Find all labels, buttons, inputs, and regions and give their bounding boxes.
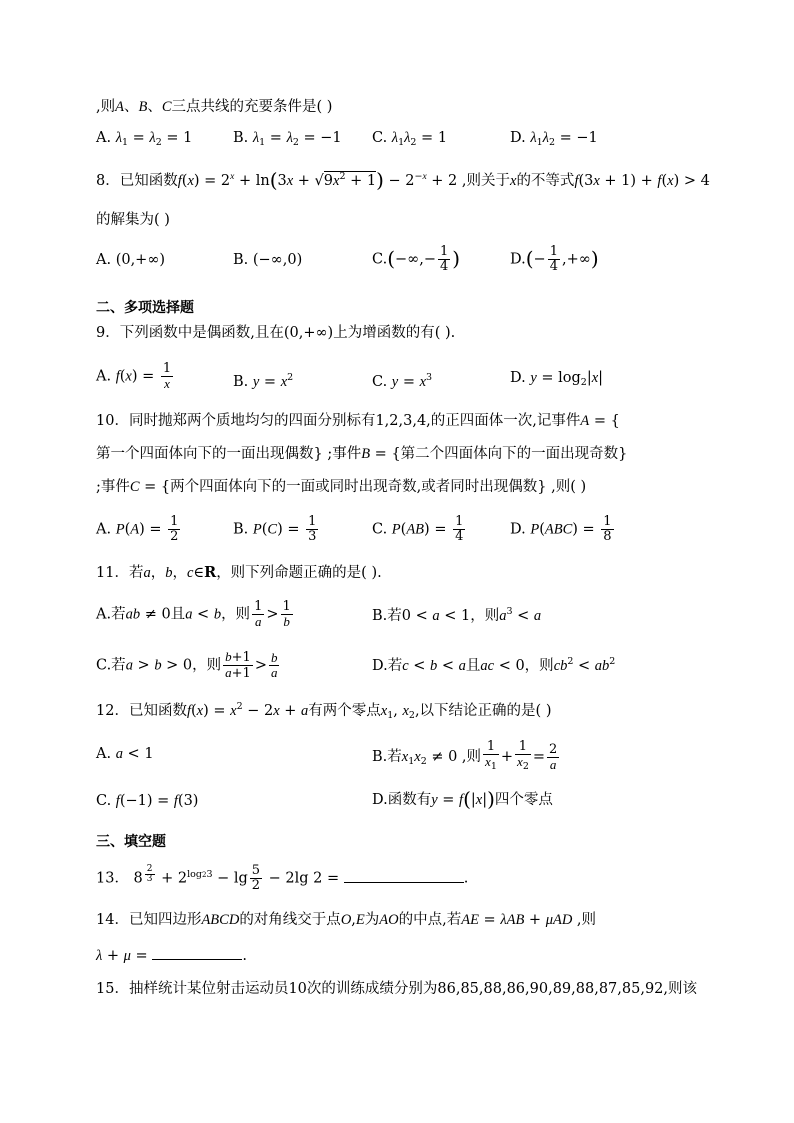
q12-option-c: C. f(−1) = f(3) xyxy=(96,793,199,809)
q7-option-d: D. $\lambda_1\lambda_2 = -1$ xyxy=(510,130,598,148)
section-2-title: 二、多项选择题 xyxy=(96,300,194,316)
q7-stem: ,则A、B、C三点共线的充要条件是( ) xyxy=(96,99,333,115)
q13-stem: 13． 8 $^{\frac{2}{3}}$ + $2^{log23} - \lg$ $\frac{5}{2}$ − 2lg 2 = . xyxy=(96,863,469,893)
q10-option-c: C. P(AB) = $\frac{1}{4}$ xyxy=(372,514,464,544)
q7-option-b: B. $\lambda_1 = \lambda_2 = -1$ xyxy=(233,130,342,148)
q9-option-a: A. f(x) = $\frac{1}{x}$ xyxy=(96,361,172,391)
q14-stem-line1: 14．已知四边形ABCD的对角线交于点O,E为AO的中点,若AE = λAB + μAD ,则 xyxy=(96,912,597,928)
q9-stem: 9．下列函数中是偶函数,且在(0,+∞)上为增函数的有( ). xyxy=(96,325,456,341)
q11-option-d: D.若c < b < a且ac < 0，则$cb^2 < ab^2$ xyxy=(372,656,616,674)
q10-option-a: A. P(A) = $\frac{1}{2}$ xyxy=(96,514,179,544)
q11-option-b: B.若0 < a < 1，则$a^3 < a$ xyxy=(372,606,542,624)
q11-option-c: C.若a > b > 0，则 $\frac{b+1}{a+1}$ > $\frac{b}{a}$ xyxy=(96,649,278,681)
q10-stem-line3: ;事件C = {两个四面体向下的一面或同时出现奇数,或者同时出现偶数} ,则( ) xyxy=(96,479,587,495)
q9-option-d: D. $y = \log_2|x|$ xyxy=(510,370,604,388)
q8-option-b: B. (−∞,0) xyxy=(233,252,303,268)
q10-stem-line1: 10．同时抛郑两个质地均匀的四面分别标有1,2,3,4,的正四面体一次,记事件A = { xyxy=(96,413,620,429)
section-3-title: 三、填空题 xyxy=(96,834,166,850)
q8-option-c: C.(−∞,− $\frac{1}{4}$ ) xyxy=(372,244,461,274)
q8-option-a: A. (0,+∞) xyxy=(96,252,166,268)
q10-option-b: B. P(C) = $\frac{1}{3}$ xyxy=(233,514,317,544)
q15-stem: 15．抽样统计某位射击运动员10次的训练成绩分别为86,85,88,86,90,89,88,87,85,92,则该 xyxy=(96,981,697,997)
q9-option-b: B. $y = x^2$ xyxy=(233,372,294,390)
q11-option-a: A.若ab ≠ 0且a < b，则 $\frac{1}{a}$ > $\frac{1}{b}$ xyxy=(96,599,291,629)
q9-option-c: C. $y = x^3$ xyxy=(372,372,433,390)
q8-stem-line2: 的解集为( ) xyxy=(96,212,170,228)
q7-option-a: A. $\lambda_1 = \lambda_2 = 1$ xyxy=(96,130,193,148)
q8-stem-line1: 8．已知函数$f(x) = 2^x + \ln(3x + √9x^2 + 1) - 2^{-x} + 2$ ,则关于x的不等式f(3x + 1) + f(x) > 4 xyxy=(96,168,710,192)
q11-stem: 11．若a，b，c∈R，则下列命题正确的是( ). xyxy=(96,564,382,581)
q12-stem: 12．已知函数$f(x) = x^2 - 2x + a$有两个零点$x_1$, $x_2$,以下结论正确的是( ) xyxy=(96,701,552,721)
q12-option-d: D.函数有y = f(|x|)四个零点 xyxy=(372,787,553,811)
q7-option-c: C. $\lambda_1\lambda_2 = 1$ xyxy=(372,130,448,148)
q10-option-d: D. P(ABC) = $\frac{1}{8}$ xyxy=(510,514,612,544)
q10-stem-line2: 第一个四面体向下的一面出现偶数} ;事件B = {第二个四面体向下的一面出现奇数} xyxy=(96,446,628,462)
q8-option-d: D.(− $\frac{1}{4}$ ,+∞) xyxy=(510,244,599,274)
q14-stem-line2: λ + μ = . xyxy=(96,945,247,966)
q12-option-b: B.若$x_1x_2 \ne 0$ ,则 $\frac{1}{x_1}$ + $\frac{1}{x_2}$ = $\frac{2}{a}$ xyxy=(372,739,558,772)
q12-option-a: A. a < 1 xyxy=(96,746,154,762)
